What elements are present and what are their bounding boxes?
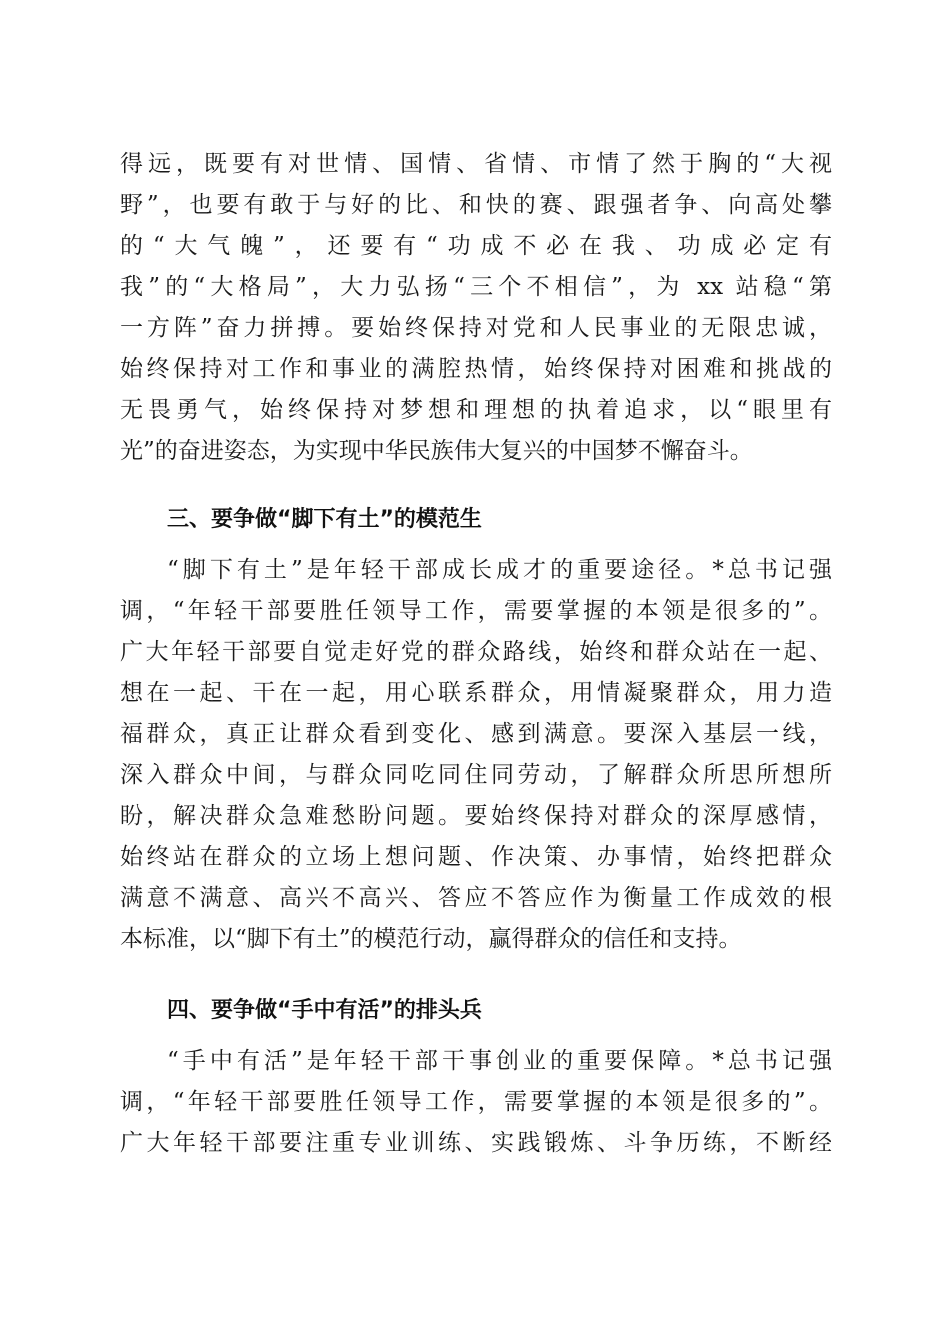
text-line: 无畏勇气，始终保持对梦想和理想的执着追求，以“眼里有 (120, 397, 832, 423)
text-line: 始终站在群众的立场上想问题、作决策、办事情，始终把群众 (120, 844, 832, 870)
text-line: 始终保持对工作和事业的满腔热情，始终保持对困难和挑战的 (120, 356, 832, 382)
text-line: 福群众，真正让群众看到变化、感到满意。要深入基层一线， (120, 721, 832, 747)
text-line: 调，“年轻干部要胜任领导工作，需要掌握的本领是很多的”。 (120, 1089, 832, 1115)
text-line: 的“大气魄”，还要有“功成不必在我、功成必定有 (120, 233, 832, 259)
text-line: 野”，也要有敢于与好的比、和快的赛、跟强者争、向高处攀 (120, 192, 832, 218)
text-line: 本标准，以“脚下有土”的模范行动，赢得群众的信任和支持。 (120, 926, 742, 952)
section-heading-three: 三、要争做“脚下有土”的模范生 (167, 507, 482, 532)
text-line: “脚下有土”是年轻干部成长成才的重要途径。*总书记强 (167, 557, 832, 583)
text-line: 满意不满意、高兴不高兴、答应不答应作为衡量工作成效的根 (120, 885, 832, 911)
text-line: “手中有活”是年轻干部干事创业的重要保障。*总书记强 (167, 1048, 832, 1074)
text-line: 盼，解决群众急难愁盼问题。要始终保持对群众的深厚感情， (120, 803, 832, 829)
text-line: 调，“年轻干部要胜任领导工作，需要掌握的本领是很多的”。 (120, 598, 832, 624)
text-line: 我”的“大格局”，大力弘扬“三个不相信”，为 xx 站稳“第 (120, 274, 832, 300)
text-line: 光”的奋进姿态，为实现中华民族伟大复兴的中国梦不懈奋斗。 (120, 438, 753, 464)
text-line: 想在一起、干在一起，用心联系群众，用情凝聚群众，用力造 (120, 680, 832, 706)
text-line: 得远，既要有对世情、国情、省情、市情了然于胸的“大视 (120, 151, 832, 177)
text-line: 广大年轻干部要自觉走好党的群众路线，始终和群众站在一起、 (120, 639, 832, 665)
section-heading-four: 四、要争做“手中有活”的排头兵 (167, 998, 482, 1023)
text-line: 一方阵”奋力拼搏。要始终保持对党和人民事业的无限忠诚， (120, 315, 832, 341)
text-line: 广大年轻干部要注重专业训练、实践锻炼、斗争历练，不断经 (120, 1130, 832, 1156)
text-line: 深入群众中间，与群众同吃同住同劳动，了解群众所思所想所 (120, 762, 832, 788)
